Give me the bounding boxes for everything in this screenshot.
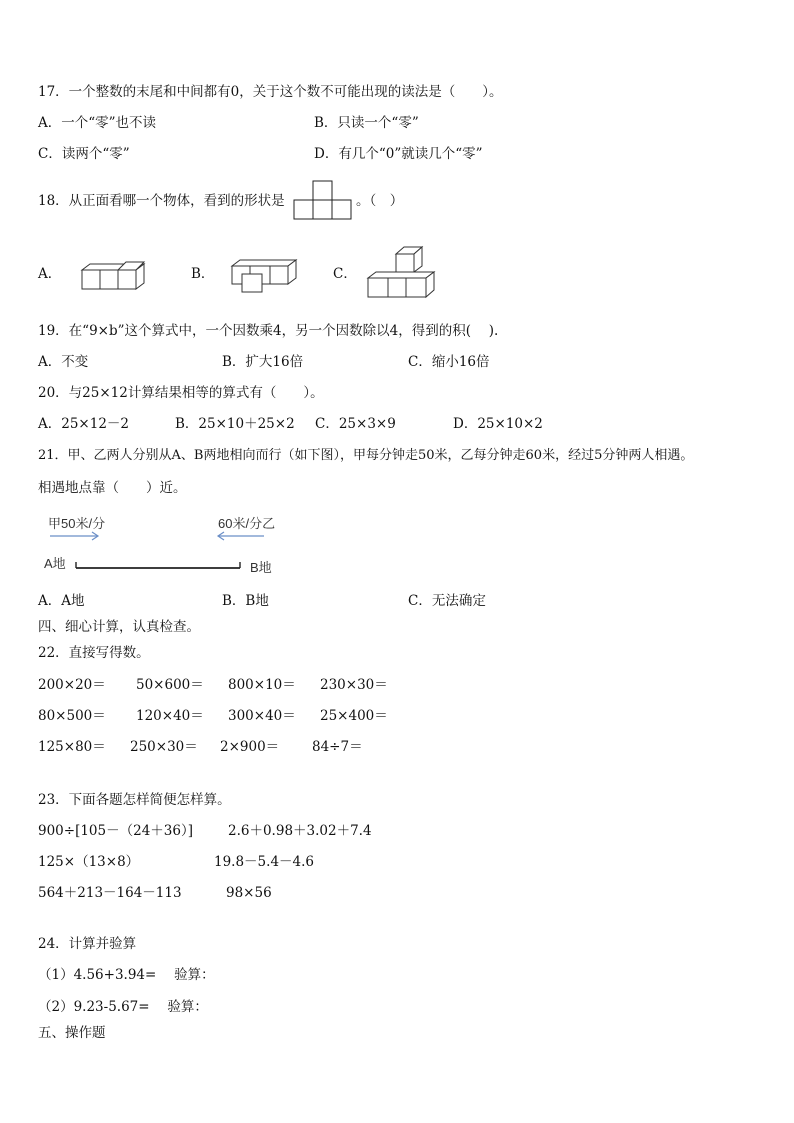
q22-cell: 250×30＝ [130, 739, 198, 755]
q22-cell: 50×600＝ [136, 677, 204, 693]
q18-option-a-cubes-figure [80, 256, 150, 292]
q17-option-c: C．读两个“零” [38, 146, 130, 162]
q21-stem-line2: 相遇地点靠（ ）近。 [38, 480, 187, 496]
q22-cell: 25×400＝ [320, 708, 388, 724]
q22-cell: 200×20＝ [38, 677, 106, 693]
q17-option-d: D．有几个“0”就读几个“零” [314, 146, 483, 162]
q20-option-c: C．25×3×9 [315, 416, 396, 432]
q19-option-a: A．不变 [38, 354, 89, 370]
q22-cell: 2×900＝ [220, 739, 280, 755]
q22-cell: 120×40＝ [136, 708, 204, 724]
jia-speed-label: 甲50米/分 [48, 516, 106, 531]
q21-option-a: A．A地 [38, 593, 85, 609]
q23-problem: 2.6＋0.98＋3.02＋7.4 [228, 823, 372, 839]
q22-cell: 125×80＝ [38, 739, 106, 755]
q21-stem-line1: 21．甲、乙两人分别从A、B两地相向而行（如下图），甲每分钟走50米，乙每分钟走60米，经过5分钟两人相遇。 [38, 448, 694, 463]
q22-cell: 80×500＝ [38, 708, 106, 724]
q20-option-b: B．25×10＋25×2 [175, 416, 295, 432]
q24-item-2: （2）9.23-5.67= 验算： [38, 999, 208, 1015]
q20-stem: 20．与25×12计算结果相等的算式有（ ）。 [38, 385, 324, 401]
q23-problem: 125×（13×8） [38, 854, 140, 870]
q20-option-d: D．25×10×2 [453, 416, 543, 432]
q22-stem: 22．直接写得数。 [38, 645, 150, 661]
q23-problem: 98×56 [226, 885, 272, 901]
q17-option-b: B．只读一个“零” [314, 115, 419, 131]
q23-stem: 23．下面各题怎样简便怎样算。 [38, 792, 231, 808]
q18-front-view-figure [293, 180, 355, 220]
q20-option-a: A．25×12－2 [38, 416, 130, 432]
yi-speed-label: 60米/分乙 [218, 516, 276, 531]
q22-cell: 230×30＝ [320, 677, 388, 693]
q18-option-c: C． [333, 266, 357, 282]
q18-stem-after: 。（ ） [356, 193, 404, 209]
q24-stem: 24．计算并验算 [38, 936, 137, 952]
q17-stem: 17．一个整数的末尾和中间都有0，关于这个数不可能出现的读法是（ ）。 [38, 84, 503, 100]
q21-option-c: C．无法确定 [408, 593, 486, 609]
q18-option-c-cubes-figure [366, 244, 438, 300]
q18-option-b-cubes-figure [228, 256, 300, 296]
q23-problem: 564＋213－164－113 [38, 885, 182, 901]
section-4-heading: 四、细心计算，认真检查。 [38, 619, 200, 635]
q22-cell: 84÷7＝ [312, 739, 363, 755]
q21-option-b: B．B地 [222, 593, 269, 609]
q19-option-c: C．缩小16倍 [408, 354, 490, 370]
q19-stem: 19．在“9×b”这个算式中，一个因数乘4，另一个因数除以4，得到的积( ). [38, 323, 499, 339]
q18-stem-before: 18．从正面看哪一个物体，看到的形状是 [38, 193, 285, 209]
q24-item-1: （1）4.56+3.94= 验算： [38, 967, 215, 983]
q22-cell: 800×10＝ [228, 677, 296, 693]
q19-option-b: B．扩大16倍 [222, 354, 304, 370]
q17-option-a: A．一个“零”也不读 [38, 115, 157, 131]
q18-option-a: A． [38, 266, 62, 282]
point-b-label: B地 [250, 560, 272, 575]
q18-option-b: B． [191, 266, 215, 282]
point-a-label: A地 [44, 556, 66, 571]
section-5-heading: 五、操作题 [38, 1025, 106, 1041]
q21-route-figure [38, 510, 288, 582]
q23-problem: 19.8－5.4－4.6 [214, 854, 314, 870]
q22-cell: 300×40＝ [228, 708, 296, 724]
q23-problem: 900÷[105－（24＋36）] [38, 823, 193, 839]
